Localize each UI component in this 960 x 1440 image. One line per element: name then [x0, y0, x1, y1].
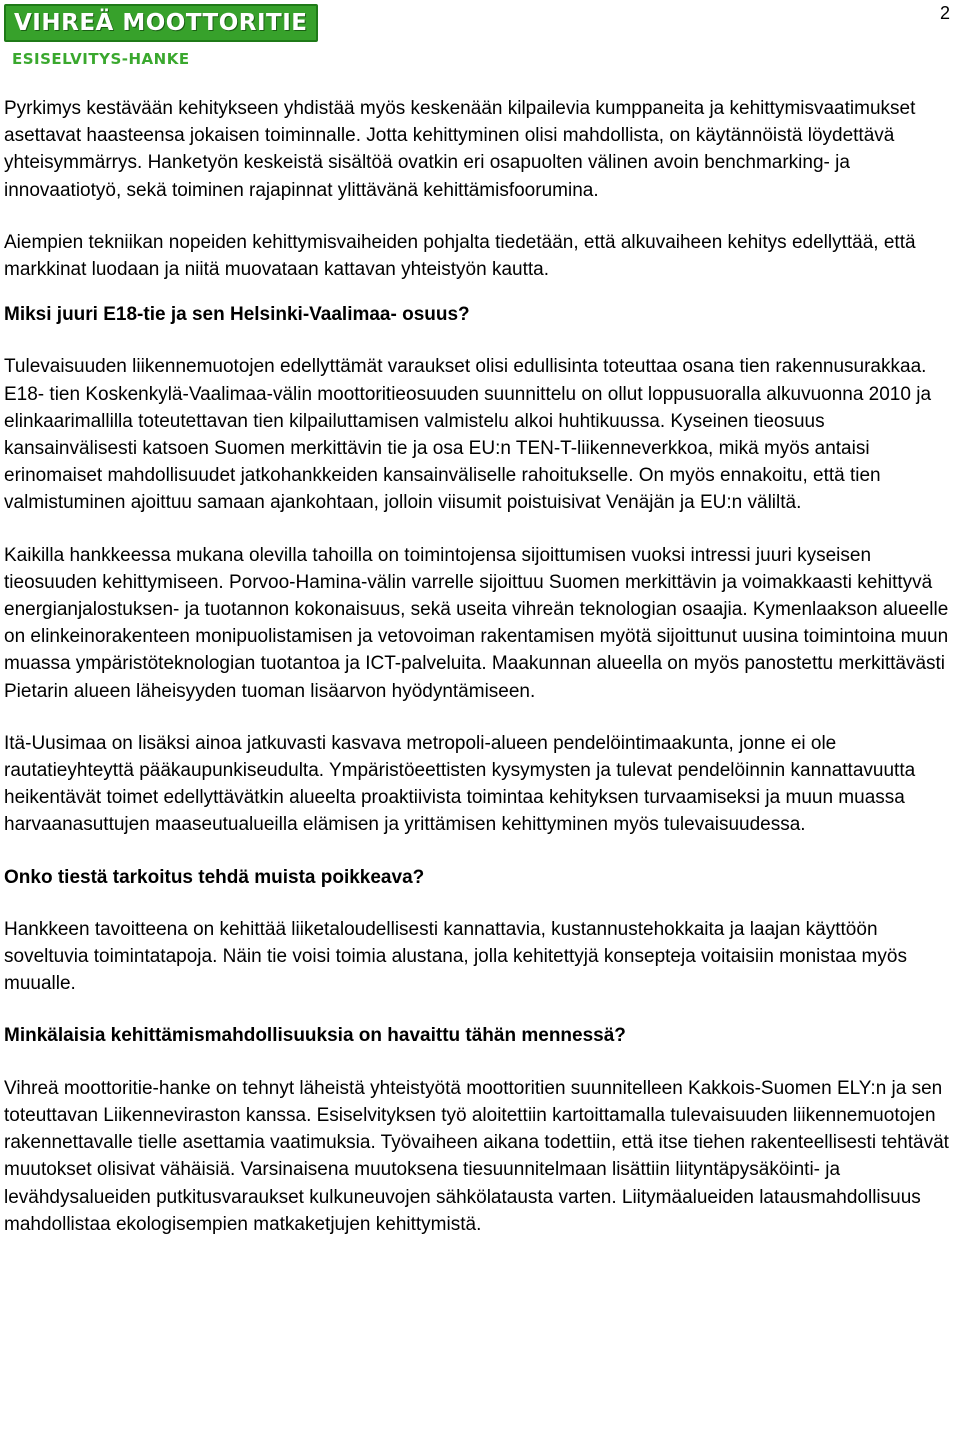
- document-body: [4, 95, 956, 1263]
- paragraph: Vihreä moottoritie-hanke on tehnyt läheistä yhteistyötä moottoritien suunnitelleen Kakkois-Suomen ELY:n ja sen toteuttavan Liikenneviraston kanssa. Esiselvityksen työ aloitettiin kartoittamalla tulevaisuuden liikennemuotojen rakennettavalle tielle asettamia vaatimuksia. Työvaiheen aikana todettiin, että itse tiehen rakenteellisesti tehtävät muutokset olisivat vähäisiä. Varsinaisena muutoksena tiesuunnitelmaan lisättiin liityntäpysäköinti- ja levähdysalueiden putkitusvaraukset kulkuneuvojen sähkölatausta varten. Liitymäalueiden latausmahdollisuus mahdollistaa ekologisempien matkaketjujen kehittymistä.: [4, 1077, 949, 1235]
- paragraph: Pyrkimys kestävään kehitykseen yhdistää myös keskenään kilpailevia kumppaneita ja kehittymisvaatimukset asettavat haasteensa jokaisen toiminnalle. Jotta kehittyminen olisi mahdollista, on käytännöistä löydettävä yhteisymmärrys. Hanketyön keskeistä sisältöä ovatkin eri osapuolten välinen avoin benchmarking- ja innovaatiotyö, sekä toiminen rajapinnat ylittävänä kehittämisfoorumina.: [4, 98, 916, 201]
- paragraph: Tulevaisuuden liikennemuotojen edellyttämät varaukset olisi edullisinta toteuttaa osana tien rakennusurakkaa. E18- tien Koskenkylä-Vaalimaa-välin moottoritieosuuden suunnittelu on ollut loppusuoralla alkuvuonna 2010 ja elinkaarimallilla toteutettavan tien kilpailuttamisen valmistelu alkoi huhtikuussa. Kyseinen tieosuus kansainvälisesti katsoen Suomen merkittävin tie ja osa EU:n TEN-T-liikenneverkkoa, mikä myös antaisi erinomaiset mahdollisuudet jatkohankkeiden kansainväliselle rahoitukselle. On myös ennakoitu, että tien valmistuminen ajoittuu samaan ajankohtaan, jolloin viisumit poistuisivat Venäjän ja EU:n väliltä.: [4, 356, 932, 514]
- paragraph: Aiempien tekniikan nopeiden kehittymisvaiheiden pohjalta tiedetään, että alkuvaiheen kehitys edellyttää, että markkinat luodaan ja niitä muovataan kattavan yhteistyön kautta.: [4, 231, 916, 281]
- section-heading: Minkälaisia kehittämismahdollisuuksia on havaittu tähän mennessä?: [4, 1025, 626, 1047]
- paragraph: Kaikilla hankkeessa mukana olevilla tahoilla on toimintojensa sijoittumisen vuoksi intressi juuri kyseisen tieosuuden kehittymiseen. Porvoo-Hamina-välin varrelle sijoittuu Suomen merkittävin ja voimakkaasti kehittyvä energianjalostuksen- ja tuotannon kokonaisuus, sekä useita vihreän teknologian osaajia. Kymenlaakson alueelle on elinkeinorakenteen monipuolistamisen ja vetovoiman rakentamisen myötä sijoittunut uusina toimintoina muun muassa ympäristöteknologian tuotantoa ja ICT-palveluita. Maakunnan alueella on myös panostettu merkittävästi Pietarin alueen läheisyyden tuoman lisäarvon hyödyntämiseen.: [4, 544, 949, 702]
- project-logo: [4, 4, 334, 72]
- section-heading: Miksi juuri E18-tie ja sen Helsinki-Vaalimaa- osuus?: [4, 304, 470, 326]
- paragraph: Hankkeen tavoitteena on kehittää liiketaloudellisesti kannattavia, kustannustehokkaita ja laajan käyttöön soveltuvia toimintatapoja. Näin tie voisi toimia alustana, jolla kehitettyjä konsepteja voitaisiin monistaa myös muualle.: [4, 918, 907, 995]
- page-number: 2: [939, 3, 950, 23]
- section-heading: Onko tiestä tarkoitus tehdä muista poikkeava?: [4, 866, 425, 888]
- logo-title: VIHREÄ MOOTTORITIE: [4, 4, 318, 42]
- logo-subtitle: ESISELVITYS-HANKE: [12, 50, 190, 68]
- paragraph: Itä-Uusimaa on lisäksi ainoa jatkuvasti kasvava metropoli-alueen pendelöintimaakunta, jonne ei ole rautatieyhteyttä pääkaupunkiseudulta. Ympäristöeettisten kysymysten ja tulevat pendelöinnin kannattavuutta heikentävät toimet edellyttävätkin alueelta proaktiivista toimintaa kehityksen turvaamiseksi ja muun muassa harvaanasuttujen maaseutualueilla elämisen ja yrittämisen kehittyminen myös tulevaisuudessa.: [4, 732, 916, 836]
